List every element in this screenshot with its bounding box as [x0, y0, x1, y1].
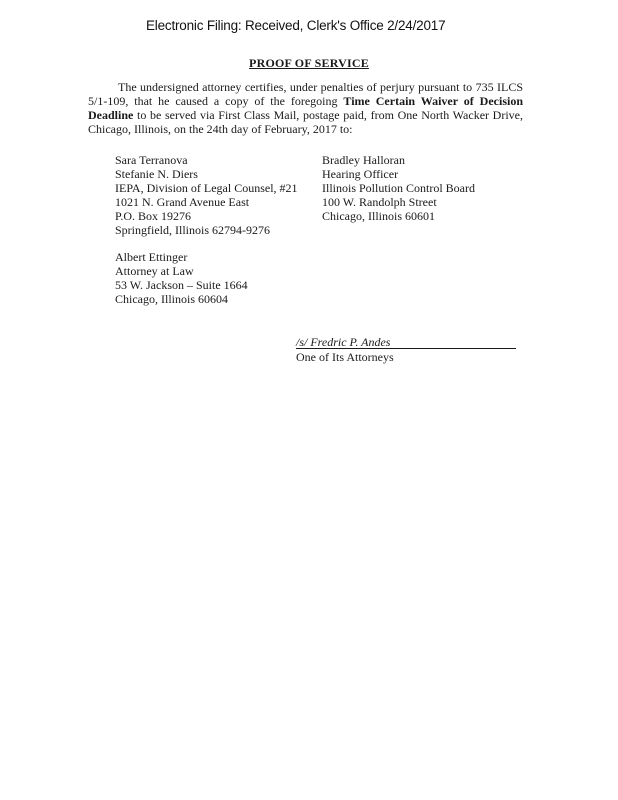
signature-block	[296, 335, 516, 364]
recipient-role: Hearing Officer	[322, 167, 399, 181]
recipient-name: Bradley Halloran	[322, 153, 405, 167]
certification-paragraph	[88, 80, 523, 136]
recipient-po-box: P.O. Box 19276	[115, 209, 192, 223]
recipient-organization: IEPA, Division of Legal Counsel, #21	[115, 181, 298, 195]
recipient-address-block-2	[322, 153, 475, 223]
recipient-name: Albert Ettinger	[115, 250, 188, 264]
certification-text-end: to be served via First Class Mail, postage paid, from One North Wacker Drive, Chicago, Illinois, on the 24th day of February, 2017 to:	[88, 108, 523, 136]
recipient-address-block-3	[115, 250, 248, 306]
recipient-role: Attorney at Law	[115, 264, 194, 278]
recipient-name: Sara Terranova	[115, 153, 188, 167]
recipient-city: Chicago, Illinois 60601	[322, 209, 435, 223]
signature-caption: One of Its Attorneys	[296, 350, 394, 364]
signature-name: /s/ Fredric P. Andes	[296, 335, 516, 349]
filing-stamp: Electronic Filing: Received, Clerk's Office 2/24/2017	[146, 18, 446, 33]
certification-text-start: The undersigned attorney certifies, under penalties of perjury pursuant to 735 ILCS 5/1-109, that he caused a copy of the foregoing	[88, 80, 523, 108]
document-reference: Time Certain Waiver of Decision Deadline	[88, 94, 524, 122]
recipient-organization: Illinois Pollution Control Board	[322, 181, 476, 195]
recipient-street: 100 W. Randolph Street	[322, 195, 437, 209]
recipient-name: Stefanie N. Diers	[115, 167, 198, 181]
recipient-city: Chicago, Illinois 60604	[115, 292, 228, 306]
recipient-address-block-1	[115, 153, 298, 237]
recipient-city: Springfield, Illinois 62794-9276	[115, 223, 270, 237]
recipient-street: 1021 N. Grand Avenue East	[115, 195, 250, 209]
document-title: PROOF OF SERVICE	[249, 56, 369, 70]
recipient-street: 53 W. Jackson – Suite 1664	[115, 278, 248, 292]
